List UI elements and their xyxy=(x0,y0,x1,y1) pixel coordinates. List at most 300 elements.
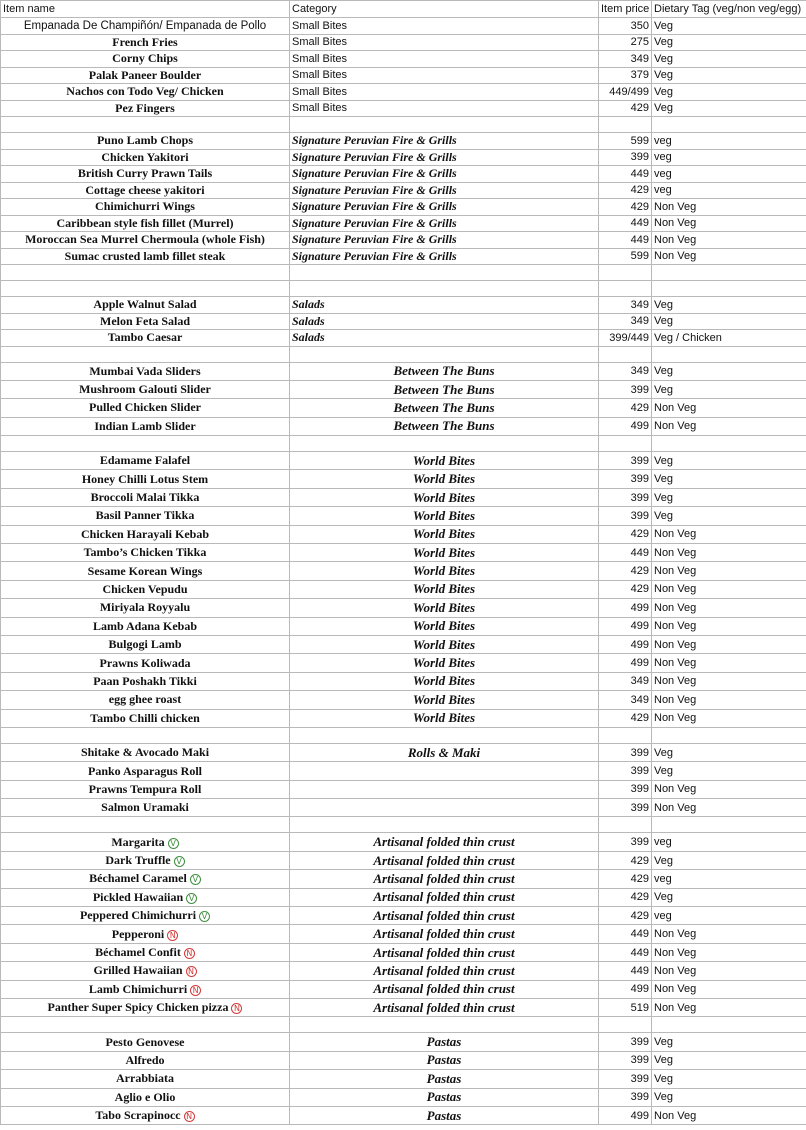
item-price-cell[interactable]: 499 xyxy=(599,635,652,653)
category-cell[interactable]: World Bites xyxy=(290,580,599,598)
item-name: Panther Super Spicy Chicken pizza xyxy=(47,1000,229,1015)
dietary-tag-cell[interactable]: veg xyxy=(652,907,806,925)
item-price-cell[interactable]: 449 xyxy=(599,166,652,183)
item-price-cell[interactable]: 429 xyxy=(599,888,652,906)
category-cell[interactable]: Artisanal folded thin crust xyxy=(290,980,599,998)
dietary-tag-cell[interactable]: Veg xyxy=(652,380,806,398)
blank-row xyxy=(1,817,806,833)
veg-circle-icon: V xyxy=(186,893,197,904)
item-name-cell[interactable] xyxy=(1,962,290,980)
table-row xyxy=(1,380,806,398)
category-cell[interactable]: Rolls & Maki xyxy=(290,743,599,761)
dietary-tag-cell[interactable]: Non Veg xyxy=(652,962,806,980)
category-cell[interactable]: Artisanal folded thin crust xyxy=(290,888,599,906)
item-name-cell[interactable] xyxy=(1,851,290,869)
item-name-cell[interactable] xyxy=(1,907,290,925)
category-cell[interactable] xyxy=(290,799,599,817)
category-cell[interactable]: Pastas xyxy=(290,1088,599,1106)
item-name: Sumac crusted lamb fillet steak xyxy=(64,248,226,263)
item-price-cell[interactable]: 399 xyxy=(599,799,652,817)
item-price-cell[interactable]: 399 xyxy=(599,1070,652,1088)
empty-cell[interactable] xyxy=(599,265,652,281)
category-cell[interactable]: Artisanal folded thin crust xyxy=(290,962,599,980)
category-cell[interactable]: Salads xyxy=(290,297,599,314)
dietary-tag-cell[interactable]: Non Veg xyxy=(652,925,806,943)
item-name: Sesame Korean Wings xyxy=(87,563,203,578)
item-name-cell[interactable] xyxy=(1,232,290,249)
category-cell[interactable]: Artisanal folded thin crust xyxy=(290,925,599,943)
item-name-cell[interactable] xyxy=(1,999,290,1017)
item-name: Empanada De Champiñón/ Empanada de Pollo xyxy=(23,19,267,32)
empty-cell[interactable] xyxy=(290,281,599,297)
item-price-cell[interactable]: 399 xyxy=(599,452,652,470)
item-price-cell[interactable]: 449 xyxy=(599,943,652,961)
item-name: Chimichurri Wings xyxy=(95,199,195,214)
category-cell[interactable]: Between The Buns xyxy=(290,417,599,435)
dietary-tag-cell[interactable]: Non Veg xyxy=(652,525,806,543)
empty-cell[interactable] xyxy=(1,346,290,362)
empty-cell[interactable] xyxy=(652,117,806,133)
category-cell[interactable]: World Bites xyxy=(290,691,599,709)
category-cell[interactable]: Signature Peruvian Fire & Grills xyxy=(290,199,599,216)
dietary-tag-cell[interactable]: Non Veg xyxy=(652,691,806,709)
item-name-cell[interactable] xyxy=(1,925,290,943)
category-cell[interactable]: World Bites xyxy=(290,525,599,543)
item-name-cell[interactable] xyxy=(1,635,290,653)
category-cell[interactable] xyxy=(290,780,599,798)
empty-cell[interactable] xyxy=(652,727,806,743)
empty-cell[interactable] xyxy=(652,265,806,281)
empty-cell[interactable] xyxy=(290,727,599,743)
dietary-tag-cell[interactable]: Non Veg xyxy=(652,999,806,1017)
dietary-tag-cell[interactable]: Veg xyxy=(652,100,806,117)
item-price-cell[interactable]: 429 xyxy=(599,100,652,117)
dietary-tag-cell[interactable]: Non Veg xyxy=(652,635,806,653)
table-row xyxy=(1,149,806,166)
dietary-tag-cell[interactable]: veg xyxy=(652,833,806,851)
item-name-cell[interactable] xyxy=(1,654,290,672)
category-cell[interactable]: World Bites xyxy=(290,617,599,635)
empty-cell[interactable] xyxy=(599,817,652,833)
dietary-tag-cell[interactable]: Non Veg xyxy=(652,232,806,249)
category-cell[interactable]: Artisanal folded thin crust xyxy=(290,999,599,1017)
item-price-cell[interactable]: 519 xyxy=(599,999,652,1017)
item-name: Lamb Adana Kebab xyxy=(92,618,198,633)
item-price-cell[interactable]: 449 xyxy=(599,962,652,980)
item-price-cell[interactable]: 399 xyxy=(599,1051,652,1069)
item-price-cell[interactable]: 449/499 xyxy=(599,84,652,101)
category-cell[interactable]: Artisanal folded thin crust xyxy=(290,833,599,851)
category-cell[interactable]: Between The Buns xyxy=(290,362,599,380)
category-cell[interactable]: World Bites xyxy=(290,562,599,580)
dietary-tag-cell[interactable]: Veg / Chicken xyxy=(652,330,806,347)
header-dietary-tag[interactable]: Dietary Tag (veg/non veg/egg) xyxy=(652,1,806,18)
empty-cell[interactable] xyxy=(599,727,652,743)
table-row xyxy=(1,133,806,150)
category-cell[interactable]: World Bites xyxy=(290,452,599,470)
dietary-tag-cell[interactable]: Veg xyxy=(652,1070,806,1088)
category-cell[interactable]: Artisanal folded thin crust xyxy=(290,851,599,869)
dietary-tag-cell[interactable]: Veg xyxy=(652,507,806,525)
dietary-tag-cell[interactable]: Veg xyxy=(652,762,806,780)
category-cell[interactable]: Artisanal folded thin crust xyxy=(290,870,599,888)
header-item-price[interactable]: Item price xyxy=(599,1,652,18)
item-price-cell[interactable]: 599 xyxy=(599,133,652,150)
item-name-cell[interactable] xyxy=(1,362,290,380)
dietary-tag-cell[interactable]: Non Veg xyxy=(652,799,806,817)
category-cell[interactable]: Salads xyxy=(290,313,599,330)
item-name-cell[interactable] xyxy=(1,617,290,635)
table-row xyxy=(1,562,806,580)
item-name-cell[interactable] xyxy=(1,870,290,888)
dietary-tag-cell[interactable]: Non Veg xyxy=(652,709,806,727)
item-name-cell[interactable] xyxy=(1,34,290,51)
item-price-cell[interactable]: 349 xyxy=(599,362,652,380)
item-name-cell[interactable] xyxy=(1,980,290,998)
category-cell[interactable]: World Bites xyxy=(290,599,599,617)
item-price-cell[interactable]: 429 xyxy=(599,525,652,543)
item-name-cell[interactable] xyxy=(1,166,290,183)
blank-row xyxy=(1,436,806,452)
category-cell[interactable]: Pastas xyxy=(290,1033,599,1051)
item-price-cell[interactable]: 399 xyxy=(599,743,652,761)
dietary-tag-cell[interactable]: veg xyxy=(652,182,806,199)
blank-row xyxy=(1,346,806,362)
category-cell[interactable]: World Bites xyxy=(290,507,599,525)
item-price-cell[interactable]: 349 xyxy=(599,672,652,690)
category-cell[interactable]: World Bites xyxy=(290,488,599,506)
table-row xyxy=(1,672,806,690)
header-item-name[interactable]: Item name xyxy=(1,1,290,18)
category-cell[interactable]: Between The Buns xyxy=(290,399,599,417)
item-name-cell[interactable] xyxy=(1,833,290,851)
item-name-cell[interactable] xyxy=(1,452,290,470)
dietary-tag-cell[interactable]: Non Veg xyxy=(652,417,806,435)
empty-cell[interactable] xyxy=(599,436,652,452)
item-price-cell[interactable]: 399 xyxy=(599,470,652,488)
table-row xyxy=(1,507,806,525)
dietary-tag-cell[interactable]: Veg xyxy=(652,1051,806,1069)
category-cell[interactable]: Signature Peruvian Fire & Grills xyxy=(290,166,599,183)
table-row xyxy=(1,488,806,506)
empty-cell[interactable] xyxy=(1,265,290,281)
item-price-cell[interactable]: 499 xyxy=(599,980,652,998)
item-name-cell[interactable] xyxy=(1,888,290,906)
table-row xyxy=(1,313,806,330)
empty-cell[interactable] xyxy=(599,281,652,297)
dietary-tag-cell[interactable]: Non Veg xyxy=(652,599,806,617)
empty-cell[interactable] xyxy=(290,346,599,362)
header-category[interactable]: Category xyxy=(290,1,599,18)
dietary-tag-cell[interactable]: Veg xyxy=(652,67,806,84)
item-price-cell[interactable]: 429 xyxy=(599,182,652,199)
dietary-tag-cell[interactable]: Non Veg xyxy=(652,943,806,961)
category-cell[interactable]: World Bites xyxy=(290,654,599,672)
item-name-cell[interactable] xyxy=(1,799,290,817)
category-cell[interactable]: Artisanal folded thin crust xyxy=(290,943,599,961)
category-cell[interactable] xyxy=(290,762,599,780)
item-name-cell[interactable] xyxy=(1,215,290,232)
item-name: French Fries xyxy=(112,34,178,49)
item-price-cell[interactable]: 399 xyxy=(599,833,652,851)
category-cell[interactable]: Small Bites xyxy=(290,18,599,35)
item-price-cell[interactable]: 349 xyxy=(599,691,652,709)
item-name: Tambo Chilli chicken xyxy=(90,710,200,725)
item-name-cell[interactable] xyxy=(1,313,290,330)
dietary-tag-cell[interactable]: Non Veg xyxy=(652,617,806,635)
item-name-cell[interactable] xyxy=(1,507,290,525)
item-price-cell[interactable]: 429 xyxy=(599,199,652,216)
dietary-tag-cell[interactable]: Veg xyxy=(652,297,806,314)
empty-cell[interactable] xyxy=(290,436,599,452)
category-cell[interactable]: Pastas xyxy=(290,1106,599,1124)
item-name-cell[interactable] xyxy=(1,248,290,265)
item-name: Pesto Genovese xyxy=(105,1034,185,1049)
empty-cell[interactable] xyxy=(290,265,599,281)
item-price-cell[interactable]: 399/449 xyxy=(599,330,652,347)
item-name-cell[interactable] xyxy=(1,330,290,347)
item-name-cell[interactable] xyxy=(1,84,290,101)
dietary-tag-cell[interactable]: Non Veg xyxy=(652,562,806,580)
table-row xyxy=(1,654,806,672)
item-price-cell[interactable]: 349 xyxy=(599,297,652,314)
item-price-cell[interactable]: 399 xyxy=(599,1033,652,1051)
item-price-cell[interactable]: 499 xyxy=(599,617,652,635)
item-name-cell[interactable] xyxy=(1,599,290,617)
dietary-tag-cell[interactable]: veg xyxy=(652,166,806,183)
item-price-cell[interactable]: 349 xyxy=(599,51,652,68)
empty-cell[interactable] xyxy=(652,436,806,452)
category-cell[interactable]: Salads xyxy=(290,330,599,347)
item-name-cell[interactable] xyxy=(1,709,290,727)
dietary-tag-cell[interactable]: Veg xyxy=(652,1033,806,1051)
category-cell[interactable]: Pastas xyxy=(290,1051,599,1069)
blank-row xyxy=(1,727,806,743)
item-price-cell[interactable]: 429 xyxy=(599,870,652,888)
empty-cell[interactable] xyxy=(290,817,599,833)
item-name-cell[interactable] xyxy=(1,743,290,761)
item-name: Tambo’s Chicken Tikka xyxy=(83,545,207,560)
category-cell[interactable]: World Bites xyxy=(290,672,599,690)
category-cell[interactable]: World Bites xyxy=(290,544,599,562)
item-name-cell[interactable] xyxy=(1,67,290,84)
empty-cell[interactable] xyxy=(652,817,806,833)
dietary-tag-cell[interactable]: Veg xyxy=(652,1088,806,1106)
table-row xyxy=(1,544,806,562)
category-cell[interactable]: Signature Peruvian Fire & Grills xyxy=(290,182,599,199)
category-cell[interactable]: Signature Peruvian Fire & Grills xyxy=(290,149,599,166)
item-name-cell[interactable] xyxy=(1,691,290,709)
category-cell[interactable]: Artisanal folded thin crust xyxy=(290,907,599,925)
table-row xyxy=(1,943,806,961)
blank-row xyxy=(1,1017,806,1033)
item-price-cell[interactable]: 399 xyxy=(599,780,652,798)
empty-cell[interactable] xyxy=(652,281,806,297)
dietary-tag-cell[interactable]: Veg xyxy=(652,84,806,101)
dietary-tag-cell[interactable]: Veg xyxy=(652,18,806,35)
item-price-cell[interactable]: 429 xyxy=(599,562,652,580)
category-cell[interactable]: Small Bites xyxy=(290,34,599,51)
item-name-cell[interactable] xyxy=(1,18,290,35)
category-cell[interactable]: Between The Buns xyxy=(290,380,599,398)
item-name-cell[interactable] xyxy=(1,488,290,506)
dietary-tag-cell[interactable]: Non Veg xyxy=(652,199,806,216)
empty-cell[interactable] xyxy=(1,727,290,743)
item-price-cell[interactable]: 429 xyxy=(599,399,652,417)
item-name-cell[interactable] xyxy=(1,199,290,216)
item-name-cell[interactable] xyxy=(1,544,290,562)
dietary-tag-cell[interactable]: Veg xyxy=(652,452,806,470)
blank-row xyxy=(1,281,806,297)
empty-cell[interactable] xyxy=(599,1017,652,1033)
item-name-cell[interactable] xyxy=(1,417,290,435)
item-name-cell[interactable] xyxy=(1,672,290,690)
item-name: Paan Poshakh Tikki xyxy=(93,673,197,688)
veg-circle-icon: V xyxy=(190,874,201,885)
item-name-cell[interactable] xyxy=(1,943,290,961)
table-row xyxy=(1,470,806,488)
category-cell[interactable]: World Bites xyxy=(290,709,599,727)
item-price-cell[interactable]: 399 xyxy=(599,762,652,780)
item-price-cell[interactable]: 599 xyxy=(599,248,652,265)
item-price-cell[interactable]: 499 xyxy=(599,1106,652,1124)
empty-cell[interactable] xyxy=(290,1017,599,1033)
item-name-cell[interactable] xyxy=(1,149,290,166)
table-row xyxy=(1,1033,806,1051)
category-cell[interactable]: Signature Peruvian Fire & Grills xyxy=(290,133,599,150)
item-name-cell[interactable] xyxy=(1,1088,290,1106)
table-row xyxy=(1,851,806,869)
dietary-tag-cell[interactable]: Non Veg xyxy=(652,980,806,998)
dietary-tag-cell[interactable]: Veg xyxy=(652,470,806,488)
item-name-cell[interactable] xyxy=(1,380,290,398)
empty-cell[interactable] xyxy=(1,1017,290,1033)
category-cell[interactable]: Small Bites xyxy=(290,51,599,68)
item-name: egg ghee roast xyxy=(108,692,182,707)
dietary-tag-cell[interactable]: Veg xyxy=(652,362,806,380)
item-price-cell[interactable]: 399 xyxy=(599,488,652,506)
dietary-tag-cell[interactable]: veg xyxy=(652,870,806,888)
item-price-cell[interactable]: 429 xyxy=(599,907,652,925)
item-price-cell[interactable]: 429 xyxy=(599,851,652,869)
item-price-cell[interactable]: 399 xyxy=(599,380,652,398)
item-name-cell[interactable] xyxy=(1,100,290,117)
item-name: Prawns Tempura Roll xyxy=(88,781,202,796)
item-name: Nachos con Todo Veg/ Chicken xyxy=(66,84,224,99)
item-name-cell[interactable] xyxy=(1,580,290,598)
item-name-cell[interactable] xyxy=(1,1106,290,1124)
empty-cell[interactable] xyxy=(290,117,599,133)
empty-cell[interactable] xyxy=(1,281,290,297)
dietary-tag-cell[interactable]: Non Veg xyxy=(652,654,806,672)
item-name-cell[interactable] xyxy=(1,1033,290,1051)
category-cell[interactable]: Signature Peruvian Fire & Grills xyxy=(290,232,599,249)
empty-cell[interactable] xyxy=(1,117,290,133)
dietary-tag-cell[interactable]: Veg xyxy=(652,313,806,330)
empty-cell[interactable] xyxy=(1,436,290,452)
item-price-cell[interactable]: 429 xyxy=(599,709,652,727)
category-cell[interactable]: World Bites xyxy=(290,470,599,488)
item-name-cell[interactable] xyxy=(1,133,290,150)
item-price-cell[interactable]: 399 xyxy=(599,149,652,166)
item-name-cell[interactable] xyxy=(1,470,290,488)
empty-cell[interactable] xyxy=(652,346,806,362)
item-name-cell[interactable] xyxy=(1,1051,290,1069)
category-cell[interactable]: World Bites xyxy=(290,635,599,653)
item-price-cell[interactable]: 399 xyxy=(599,1088,652,1106)
category-cell[interactable]: Small Bites xyxy=(290,100,599,117)
item-name-cell[interactable] xyxy=(1,780,290,798)
dietary-tag-cell[interactable]: Non Veg xyxy=(652,1106,806,1124)
item-price-cell[interactable]: 449 xyxy=(599,925,652,943)
item-price-cell[interactable]: 499 xyxy=(599,654,652,672)
item-price-cell[interactable]: 449 xyxy=(599,215,652,232)
empty-cell[interactable] xyxy=(599,117,652,133)
empty-cell[interactable] xyxy=(652,1017,806,1033)
dietary-tag-cell[interactable]: Veg xyxy=(652,34,806,51)
dietary-tag-cell[interactable]: Non Veg xyxy=(652,248,806,265)
item-name-cell[interactable] xyxy=(1,762,290,780)
dietary-tag-cell[interactable]: Non Veg xyxy=(652,580,806,598)
item-name: British Curry Prawn Tails xyxy=(77,166,213,181)
item-name-cell[interactable] xyxy=(1,525,290,543)
dietary-tag-cell[interactable]: Veg xyxy=(652,51,806,68)
category-cell[interactable]: Small Bites xyxy=(290,84,599,101)
item-name-cell[interactable] xyxy=(1,182,290,199)
category-cell[interactable]: Pastas xyxy=(290,1070,599,1088)
item-price-cell[interactable]: 429 xyxy=(599,580,652,598)
dietary-tag-cell[interactable]: Non Veg xyxy=(652,544,806,562)
category-cell[interactable]: Small Bites xyxy=(290,67,599,84)
category-cell[interactable]: Signature Peruvian Fire & Grills xyxy=(290,215,599,232)
item-name: Dark Truffle xyxy=(105,853,171,868)
dietary-tag-cell[interactable]: Veg xyxy=(652,888,806,906)
dietary-tag-cell[interactable]: Non Veg xyxy=(652,672,806,690)
item-name-cell[interactable] xyxy=(1,297,290,314)
nonveg-circle-icon: N xyxy=(167,930,178,941)
item-name-cell[interactable] xyxy=(1,399,290,417)
item-price-cell[interactable]: 399 xyxy=(599,507,652,525)
dietary-tag-cell[interactable]: Non Veg xyxy=(652,215,806,232)
dietary-tag-cell[interactable]: Veg xyxy=(652,851,806,869)
dietary-tag-cell[interactable]: veg xyxy=(652,133,806,150)
item-name: Apple Walnut Salad xyxy=(93,297,197,312)
item-name-cell[interactable] xyxy=(1,51,290,68)
item-price-cell[interactable]: 379 xyxy=(599,67,652,84)
item-name: Caribbean style fish fillet (Murrel) xyxy=(56,215,234,230)
veg-circle-icon: V xyxy=(168,838,179,849)
dietary-tag-cell[interactable]: Veg xyxy=(652,743,806,761)
item-name: Lamb Chimichurri xyxy=(88,981,188,996)
item-price-cell[interactable]: 275 xyxy=(599,34,652,51)
category-cell[interactable]: Signature Peruvian Fire & Grills xyxy=(290,248,599,265)
item-price-cell[interactable]: 499 xyxy=(599,417,652,435)
empty-cell[interactable] xyxy=(1,817,290,833)
item-price-cell[interactable]: 349 xyxy=(599,313,652,330)
dietary-tag-cell[interactable]: Non Veg xyxy=(652,780,806,798)
empty-cell[interactable] xyxy=(599,346,652,362)
item-price-cell[interactable]: 499 xyxy=(599,599,652,617)
item-name-cell[interactable] xyxy=(1,1070,290,1088)
dietary-tag-cell[interactable]: Veg xyxy=(652,488,806,506)
dietary-tag-cell[interactable]: veg xyxy=(652,149,806,166)
item-price-cell[interactable]: 449 xyxy=(599,232,652,249)
dietary-tag-cell[interactable]: Non Veg xyxy=(652,399,806,417)
item-name-cell[interactable] xyxy=(1,562,290,580)
item-price-cell[interactable]: 350 xyxy=(599,18,652,35)
item-price-cell[interactable]: 449 xyxy=(599,544,652,562)
item-name: Bulgogi Lamb xyxy=(108,637,182,652)
